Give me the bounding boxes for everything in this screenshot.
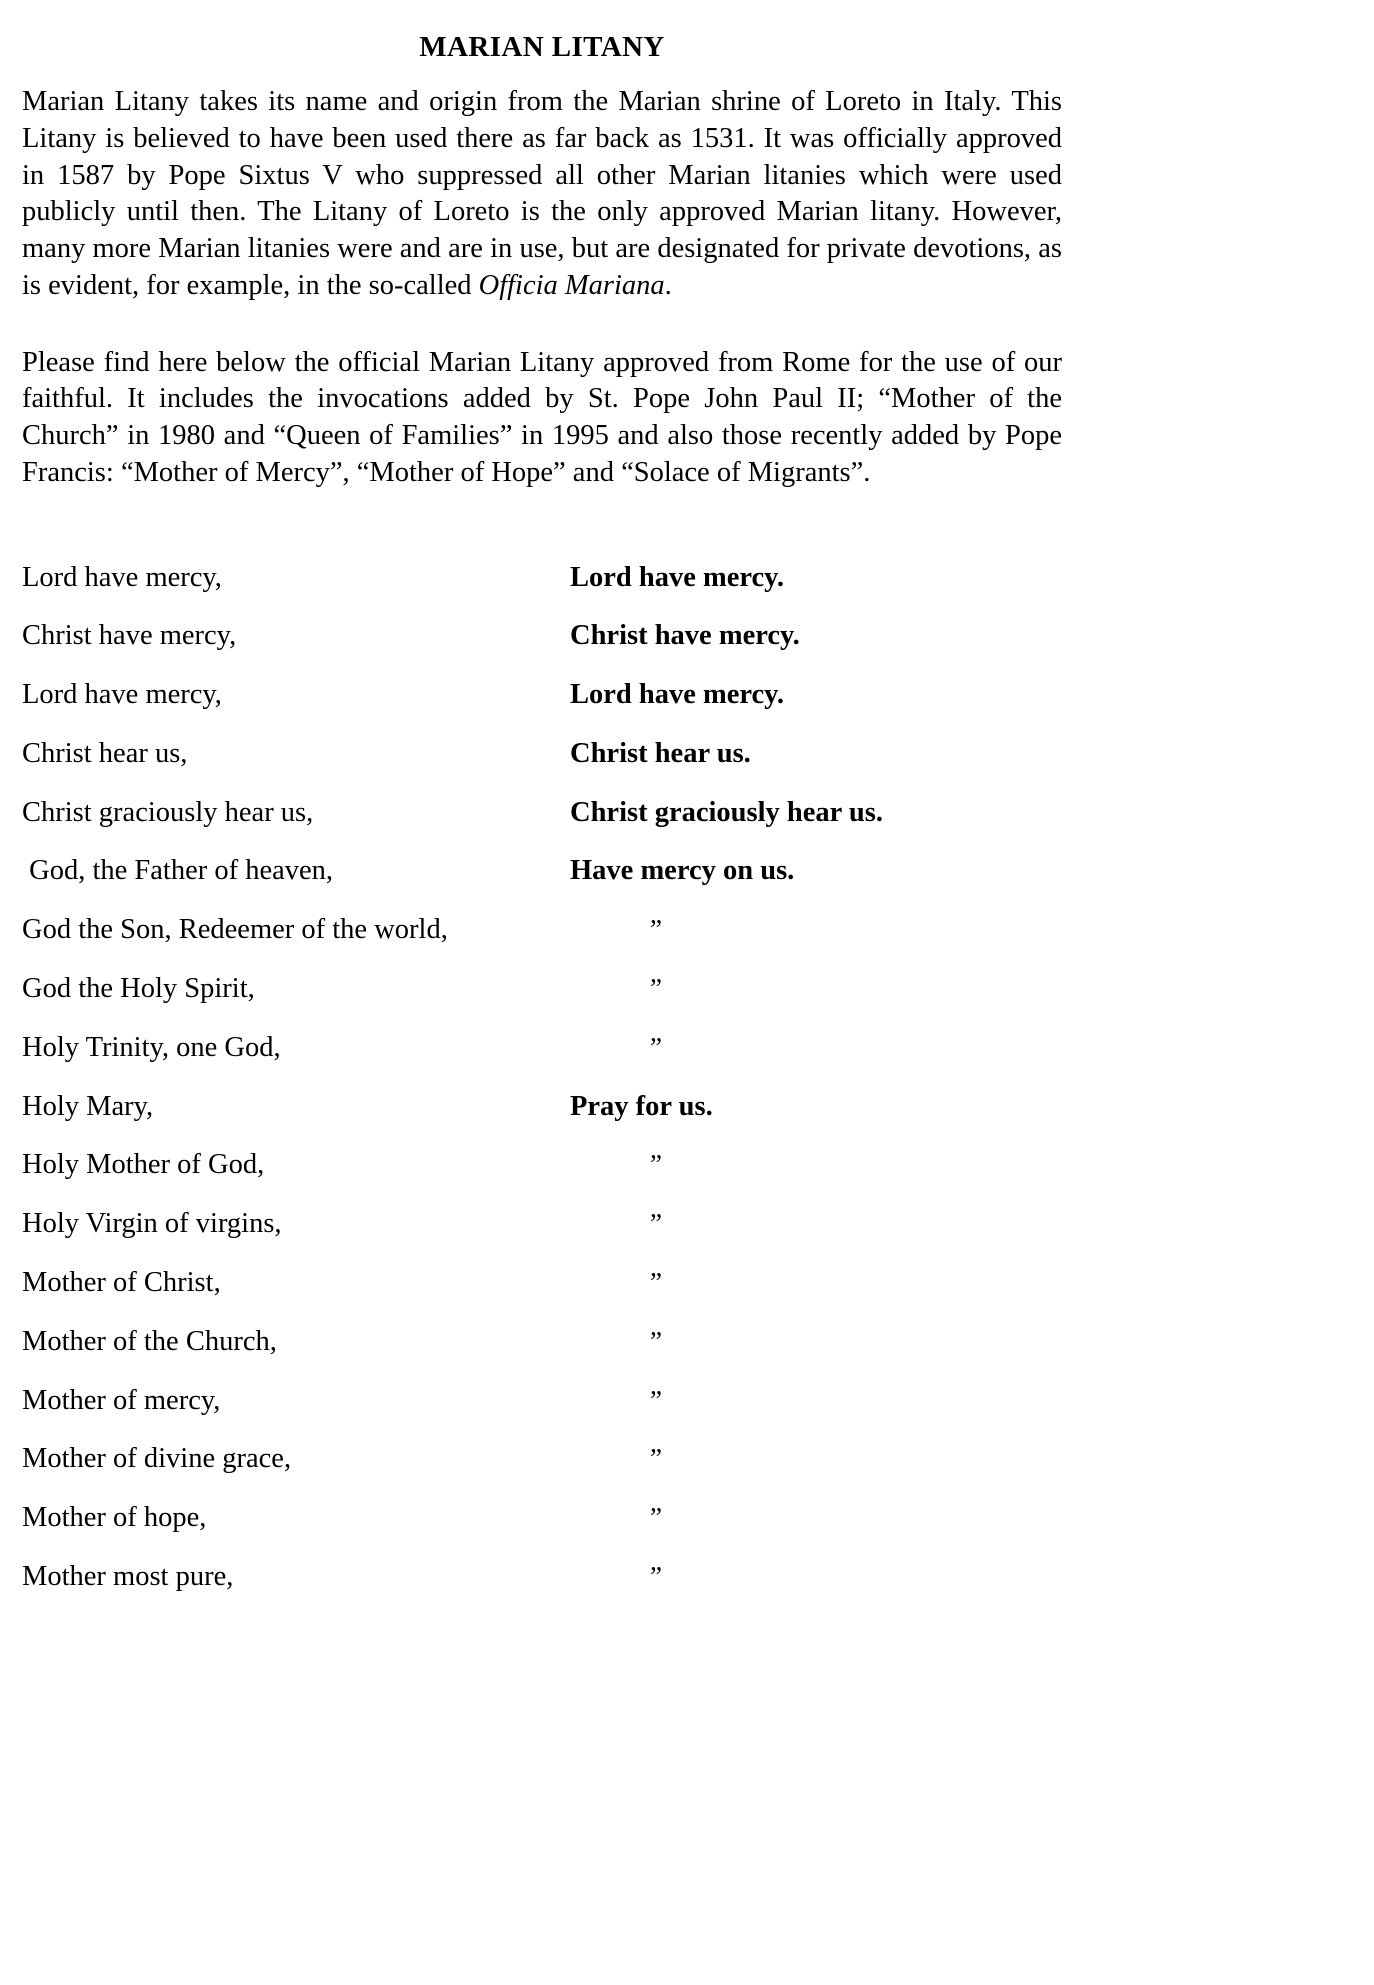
litany-row [22,1384,1062,1446]
litany-invocation: Christ graciously hear us, [22,796,314,828]
litany-list [22,561,1062,1622]
litany-invocation: Mother of hope, [22,1502,207,1534]
page-title: MARIAN LITANY [419,31,665,63]
litany-row [22,975,1062,1034]
litany-response-ditto-mark: ” [650,1031,662,1062]
litany-invocation: Holy Mary, [22,1090,154,1122]
litany-response: Lord have mercy. [570,561,784,593]
litany-invocation: Holy Virgin of virgins, [22,1208,282,1240]
litany-invocation: God the Son, Redeemer of the world, [22,914,448,946]
litany-response: Lord have mercy. [570,679,784,711]
litany-response-ditto-mark: ” [650,1267,662,1298]
litany-row [22,1445,1062,1504]
litany-row [22,681,1062,740]
litany-invocation: Mother of mercy, [22,1384,221,1416]
litany-response-ditto-mark: ” [650,1443,662,1474]
litany-response: Christ have mercy. [570,620,800,652]
paragraph-intro-approval [22,345,1062,492]
litany-row [22,1563,1062,1622]
litany-response-ditto-mark: ” [650,1561,662,1592]
litany-invocation: God, the Father of heaven, [22,855,334,887]
litany-response-ditto-mark: ” [650,914,662,945]
litany-invocation: Mother most pure, [22,1561,234,1593]
litany-response: Christ hear us. [570,737,751,769]
litany-row [22,1210,1062,1269]
litany-row [22,1090,1062,1152]
litany-invocation: Mother of the Church, [22,1325,277,1357]
paragraph-run-normal: Please find here below the official Marian Litany approved from Rome for the use of our faithful. It includes the invocations added by St. Pope John Paul II; “Mother of the Church” in 1980 and “Queen of Families” in 1995 and also those recently added by Pope Francis: “Mother of Mercy”, “Mother of Hope” and “Solace of Migrants”. [22,346,1062,488]
paragraph-run-normal: Marian Litany takes its name and origin from the Marian shrine of Loreto in Italy. This Litany is believed to have been used there as far back as 1531. It was officially approved in 1587 by Pope Sixtus V who suppressed all other Marian litanies which were used publicly until then. The Litany of Loreto is the only approved Marian litany. However, many more Marian litanies were and are in use, but are designated for private devotions, as is evident, for example, in the so-called [22,86,1062,301]
paragraph-intro-origin [22,84,1062,305]
litany-row [22,737,1062,799]
litany-row [22,857,1062,916]
litany-row [22,916,1062,975]
litany-invocation: Holy Trinity, one God, [22,1031,281,1063]
litany-response-ditto-mark: ” [650,1502,662,1533]
litany-invocation: Christ have mercy, [22,620,237,652]
paragraph-run-italic: Officia Mariana [478,269,665,301]
litany-row [22,1325,1062,1387]
litany-row [22,1031,1062,1093]
litany-row [22,1504,1062,1563]
litany-response: Christ graciously hear us. [570,796,883,828]
litany-response-ditto-mark: ” [650,1149,662,1180]
litany-response-ditto-mark: ” [650,1384,662,1415]
litany-invocation: Holy Mother of God, [22,1149,265,1181]
litany-row [22,622,1062,681]
litany-invocation: Lord have mercy, [22,561,222,593]
litany-response-ditto-mark: ” [650,973,662,1004]
paragraph-run-normal: . [664,269,672,301]
document-content [22,0,1062,1622]
litany-response: Have mercy on us. [570,855,795,887]
litany-invocation: Christ hear us, [22,737,188,769]
litany-row [22,1269,1062,1328]
litany-invocation: God the Holy Spirit, [22,973,255,1005]
litany-row [22,1151,1062,1210]
litany-response-ditto-mark: ” [650,1208,662,1239]
litany-invocation: Lord have mercy, [22,679,222,711]
litany-invocation: Mother of Christ, [22,1267,221,1299]
litany-response: Pray for us. [570,1090,713,1122]
litany-invocation: Mother of divine grace, [22,1443,292,1475]
litany-row [22,796,1062,858]
litany-response-ditto-mark: ” [650,1325,662,1356]
litany-row [22,561,1062,623]
